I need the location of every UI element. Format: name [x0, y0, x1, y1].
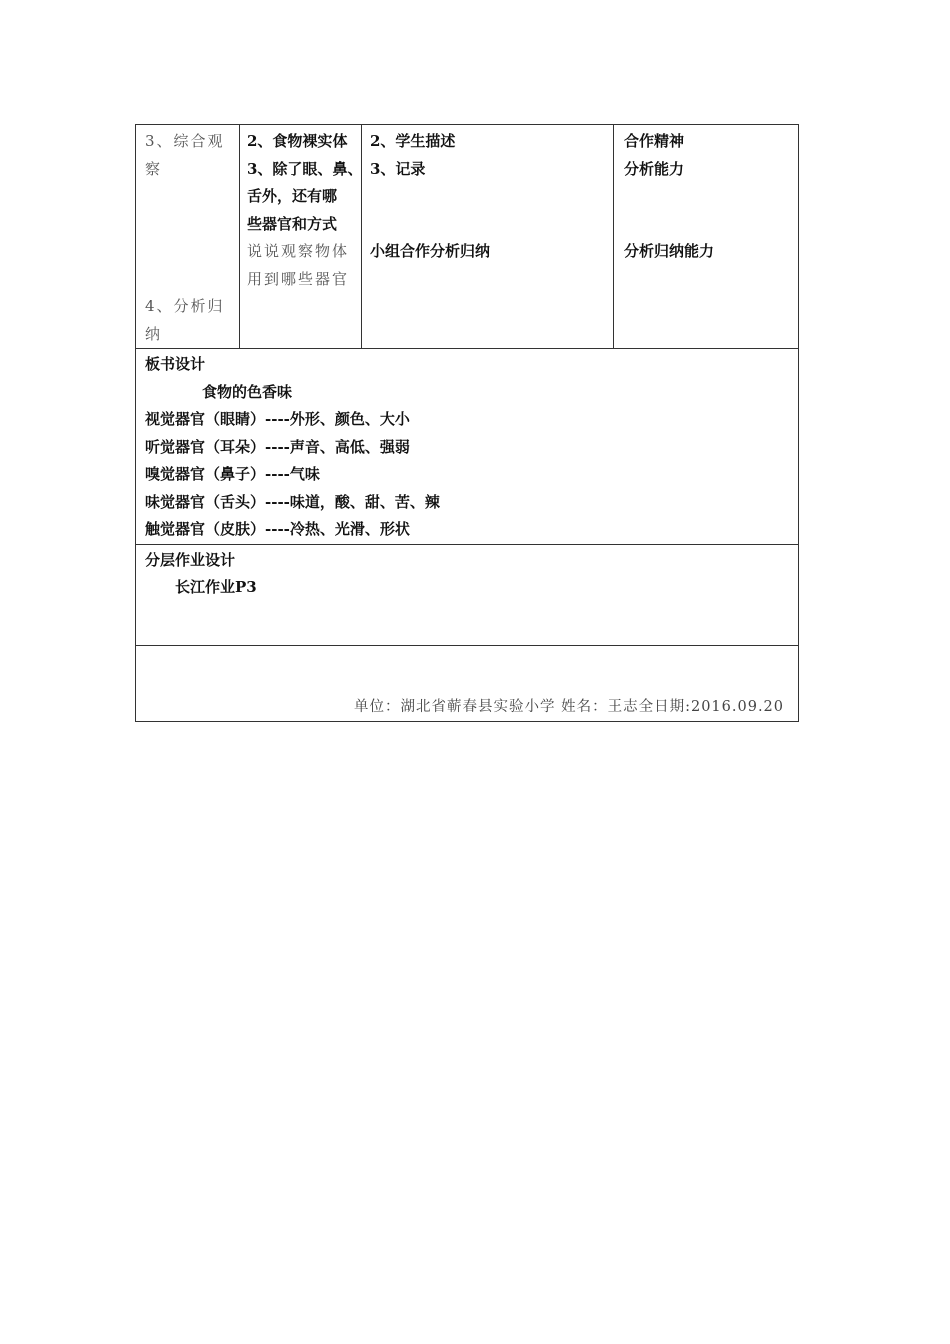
ability-cell [614, 125, 799, 349]
footer-info: 单位：湖北省蕲春县实验小学 姓名：王志全日期:2016.09.20 [353, 698, 784, 715]
board-line-taste: 味觉器官（舌头）----味道，酸、甜、苦、辣 [145, 492, 440, 511]
ability-summary-line: 分析归纳能力 [624, 242, 715, 260]
teacher-line-4: 些器官和方式 [247, 214, 338, 233]
board-heading: 板书设计 [145, 355, 206, 373]
board-design-cell [136, 349, 799, 545]
lesson-plan-table [135, 124, 798, 722]
student-group-line: 小组合作分析归纳 [370, 242, 491, 260]
student-line-2: 3、记录 [370, 159, 426, 178]
teacher-activity-cell [240, 125, 362, 349]
teacher-line-6: 用到哪些器官 [247, 269, 350, 288]
step-name-cell [136, 125, 240, 349]
teacher-line-5: 说说观察物体 [247, 242, 350, 260]
footer-cell [136, 645, 799, 721]
board-design-row [136, 349, 799, 545]
step3-line-1: 3、综合观 [145, 132, 225, 150]
homework-cell [136, 544, 799, 645]
board-line-hearing: 听觉器官（耳朵）----声音、高低、强弱 [145, 437, 410, 456]
board-line-smell: 嗅觉器官（鼻子）----气味 [145, 465, 320, 483]
board-line-sight: 视觉器官（眼睛）----外形、颜色、大小 [145, 410, 410, 428]
student-line-1: 2、学生描述 [370, 132, 456, 150]
ability-line-2: 分析能力 [624, 159, 685, 178]
step4-line-2: 纳 [145, 324, 163, 343]
teacher-line-3: 舌外，还有哪 [247, 187, 338, 205]
board-title: 食物的色香味 [202, 382, 293, 401]
step4-line-1: 4、分析归 [145, 297, 225, 315]
homework-heading: 分层作业设计 [145, 550, 236, 569]
teacher-line-1: 2、食物裸实体 [247, 132, 348, 150]
step3-line-2: 察 [145, 159, 163, 178]
board-line-touch: 触觉器官（皮肤）----冷热、光滑、形状 [145, 520, 410, 538]
ability-line-1: 合作精神 [624, 132, 685, 150]
steps-row [136, 125, 799, 349]
footer-row [136, 645, 799, 721]
teacher-line-2: 3、除了眼、鼻、 [247, 159, 363, 178]
homework-row [136, 544, 799, 645]
homework-content: 长江作业P3 [175, 578, 257, 596]
student-activity-cell [362, 125, 614, 349]
